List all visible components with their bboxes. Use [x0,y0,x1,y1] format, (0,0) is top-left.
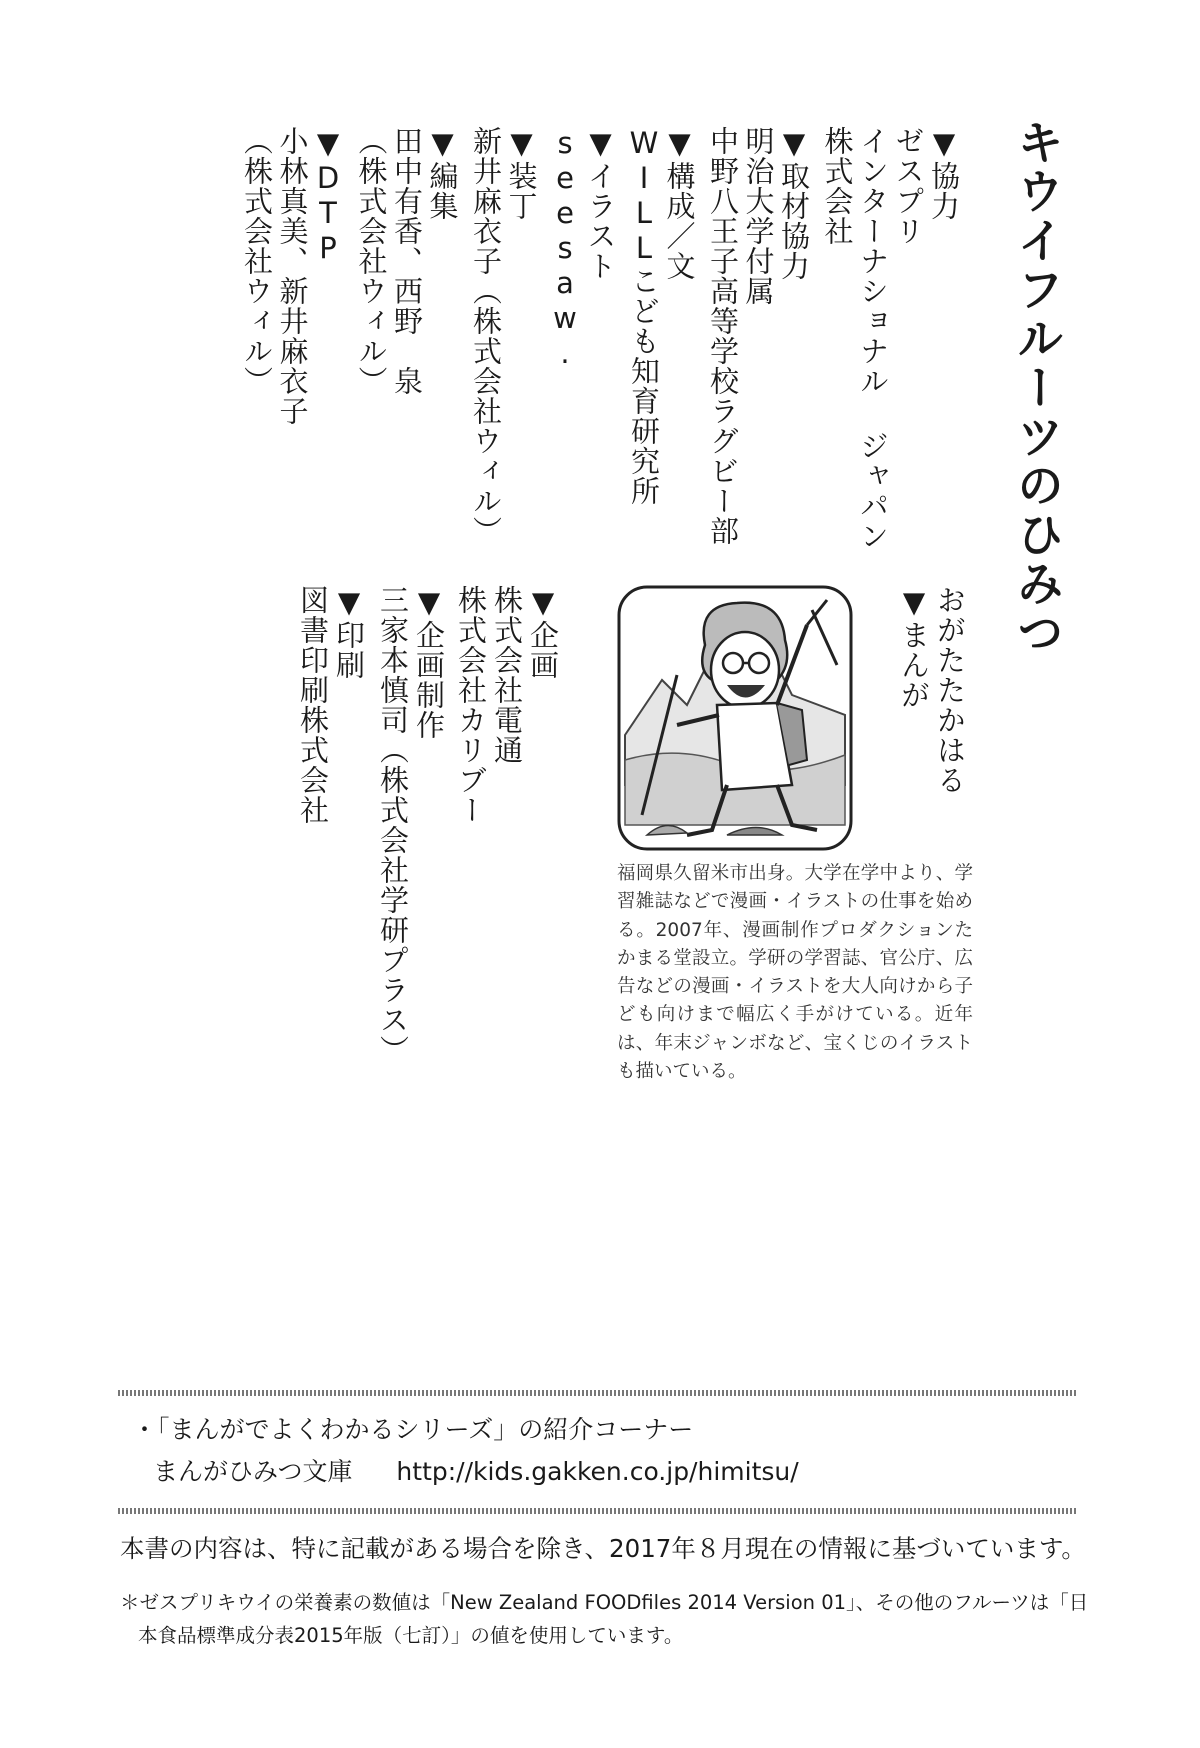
credit-heading: ▼ 協力 [926,126,962,221]
credit-line: 図書印刷株式会社 [296,585,330,825]
page-title: キウイフルーツのひみつ [1009,118,1064,657]
credit-line: 新井麻衣子（株式会社ウィル） [469,126,503,546]
credit-line: おがたたかはる [933,585,967,795]
credit-heading: ▼ 印刷 [331,585,367,680]
series-intro: ・「まんがでよくわかるシリーズ」の紹介コーナー [132,1415,694,1444]
credit-line: 中野八王子高等学校ラグビー部 [706,126,740,546]
series-label: まんがひみつ文庫 [153,1457,353,1486]
credit-heading: ▼ まんが [896,585,932,710]
credit-line: 株式会社カリブー [454,585,488,825]
dotted-rule-bottom [118,1508,1076,1514]
credit-heading: ▼ 取材協力 [776,126,812,281]
footnote-line-1: ＊ゼスプリキウイの栄養素の数値は「New Zealand FOODfiles 2014 Version 01」、その他のフルーツは「日 [120,1591,1089,1614]
credit-heading: ▼ イラスト [583,126,619,281]
credit-heading: ▼ 構成／文 [662,126,698,281]
series-url-link[interactable]: http://kids.gakken.co.jp/himitsu/ [396,1457,799,1486]
credit-heading: ▼ DTP [310,126,346,266]
info-notice: 本書の内容は、特に記載がある場合を除き、2017年８月現在の情報に基づいています。 [120,1534,1086,1563]
credit-line: 田中有香、西野 泉 [390,126,424,396]
credit-line: （株式会社ウィル） [354,126,389,396]
credit-heading: ▼ 編集 [425,126,461,221]
credit-line: seesaw. [548,126,582,371]
credit-line: 株式会社電通 [490,585,524,765]
credit-line: （株式会社ウィル） [240,126,274,396]
credit-line: WILLこども知育研究所 [627,126,661,506]
credit-line: 明治大学付属 [741,126,776,306]
credit-line: インターナショナル ジャパン [856,126,890,551]
credit-line: 三家本慎司（株式会社学研プラス） [376,585,410,1065]
dotted-rule-top [118,1390,1076,1396]
credit-line: 小林真美、新井麻衣子 [275,126,310,426]
credit-line: 株式会社 [820,126,855,246]
footnote-line-2: 本食品標準成分表2015年版（七訂）」の値を使用しています。 [138,1624,684,1647]
series-link-row [153,1452,799,1488]
author-bio: 福岡県久留米市出身。大学在学中より、学習雑誌などで漫画・イラストの仕事を始める。2007年、漫画制作プロダクションたかまる堂設立。学研の学習誌、官公庁、広告などの漫画・イラストを大人向けから子ども向けまで幅広く手がけている。近年は、年末ジャンボなど、宝くじのイラストも描いている。 [617,863,973,1083]
author-portrait-illustration [617,585,853,851]
credit-heading: ▼ 企画制作 [411,585,447,740]
credit-heading: ▼ 装丁 [504,126,540,221]
credit-heading: ▼ 企画 [525,585,561,680]
credit-line: ゼスプリ [891,126,926,246]
